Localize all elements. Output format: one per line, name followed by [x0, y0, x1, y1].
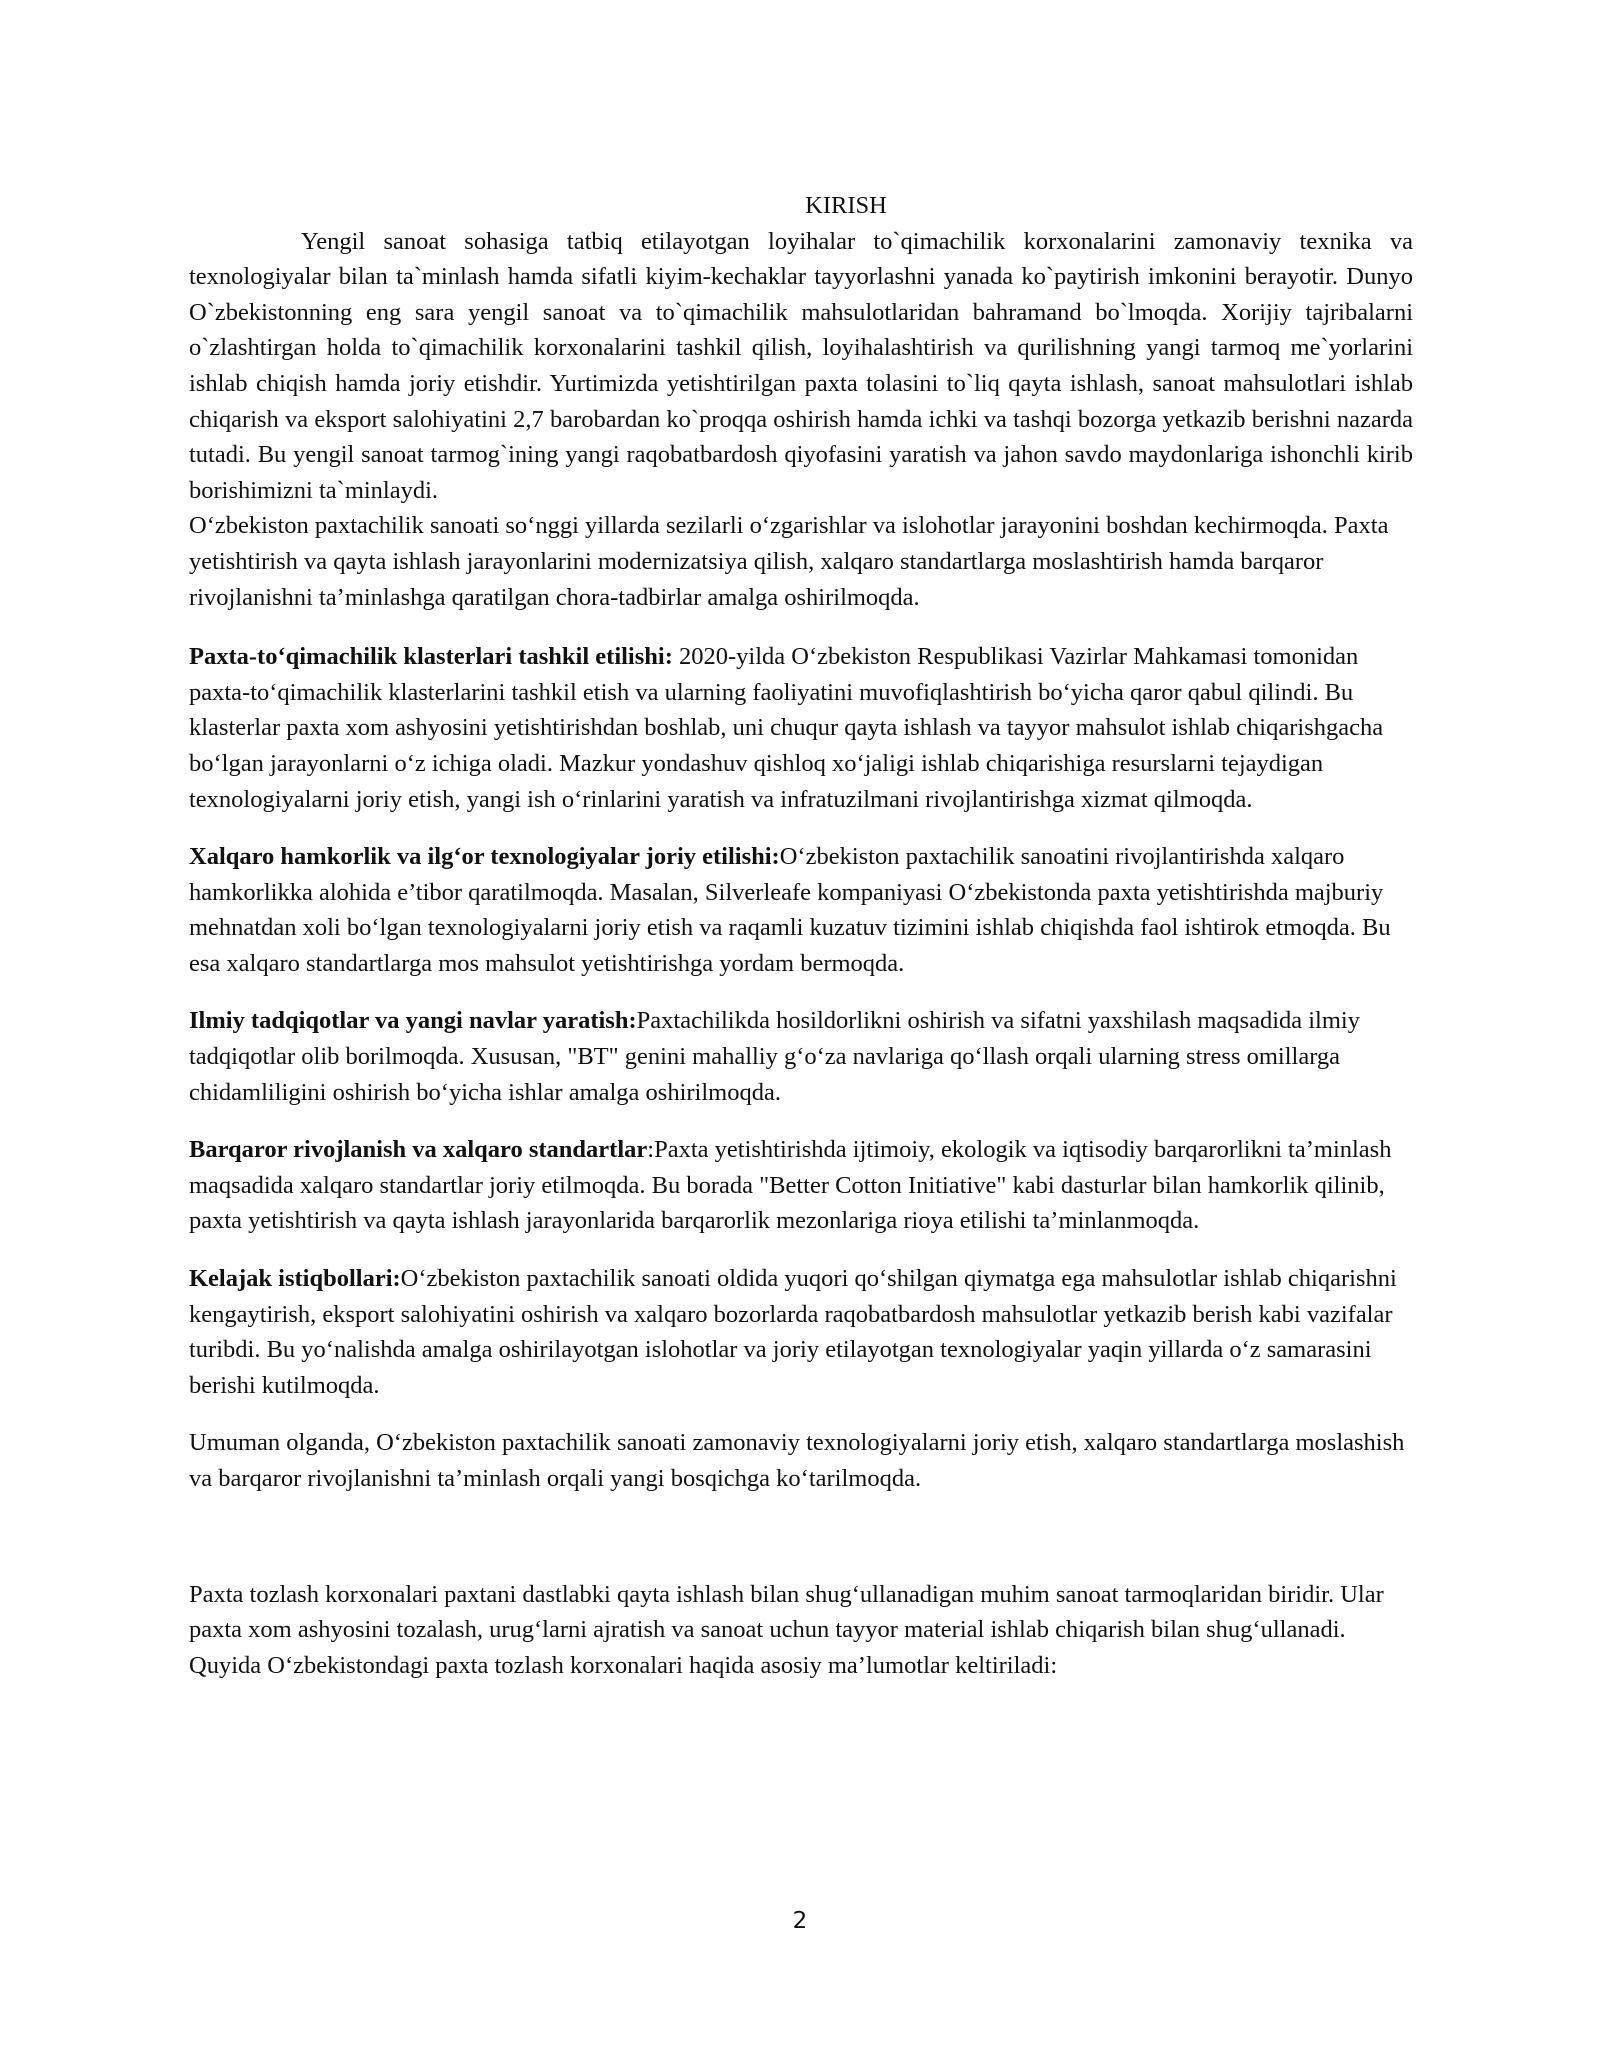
section-heading: Kelajak istiqbollari: — [189, 1265, 401, 1293]
section-text: O‘zbekiston paxtachilik sanoati oldida yuqori qo‘shilgan qiymatga ega mahsulotlar ishlab chiqarishni kengaytirish, eksport salohiyatini oshirish va xalqaro bozorlarda raqobatbardosh mahsulotlar yetkazib berish kabi vazifalar turibdi. Bu yo‘nalishda amalga oshirilayotgan islohotlar va joriy etilayotgan texnologiyalar yaqin yillarda o‘z samarasini berishi kutilmoqda. — [189, 1265, 1397, 1399]
section-research — [189, 1003, 1413, 1110]
page-title: KIRISH — [805, 192, 887, 219]
section-clusters — [189, 639, 1413, 817]
document-page — [189, 188, 1413, 1683]
page-number: 2 — [792, 1908, 808, 1934]
section-heading: Barqaror rivojlanish va xalqaro standartlar — [189, 1136, 648, 1164]
section-text: O‘zbekiston paxtachilik sanoatini rivojlantirishda xalqaro hamkorlikka alohida e’tibor qaratilmoqda. Masalan, Silverleafe kompaniyasi O‘zbekistonda paxta yetishtirishda majburiy mehnatdan xoli bo‘lgan texnologiyalarni joriy etish va raqamli kuzatuv tizimini ishlab chiqishda faol ishtirok etmoqda. Bu esa xalqaro standartlarga mos mahsulot yetishtirishga yordam bermoqda. — [189, 843, 1391, 977]
section-text: Paxtachilikda hosildorlikni oshirish va sifatni yaxshilash maqsadida ilmiy tadqiqotlar olib borilmoqda. Xususan, "BT" genini mahalliy g‘o‘za navlariga qo‘llash orqali ularning stress omillarga chidamliligini oshirish bo‘yicha ishlar amalga oshirilmoqda. — [189, 1007, 1360, 1106]
section-future-prospects — [189, 1261, 1413, 1403]
paragraph-2: O‘zbekiston paxtachilik sanoati so‘nggi yillarda sezilarli o‘zgarishlar va islohotlar jarayonini boshdan kechirmoqda. Paxta yetishtirish va qayta ishlash jarayonlarini modernizatsiya qilish, xalqaro standartlarga moslashtirish hamda barqaror rivojlanishni ta’minlashga qaratilgan chora-tadbirlar amalga oshirilmoqda. — [189, 512, 1389, 611]
section-international-cooperation — [189, 839, 1413, 981]
section-text: 2020-yilda O‘zbekiston Respublikasi Vazirlar Mahkamasi tomonidan paxta-to‘qimachilik klasterlarini tashkil etish va ularning faoliyatini muvofiqlashtirish bo‘yicha qaror qabul qilindi. Bu klasterlar paxta xom ashyosini yetishtirishdan boshlab, uni chuqur qayta ishlash va tayyor mahsulot ishlab chiqarishgacha bo‘lgan jarayonlarni o‘z ichiga oladi. Mazkur yondashuv qishloq xo‘jaligi ishlab chiqarishiga resurslarni tejaydigan texnologiyalarni joriy etish, yangi ish o‘rinlarini yaratish va infratuzilmani rivojlantirishga xizmat qilmoqda. — [189, 643, 1384, 813]
section-text: :Paxta yetishtirishda ijtimoiy, ekologik va iqtisodiy barqarorlikni ta’minlash maqsadida xalqaro standartlar joriy etilmoqda. Bu borada "Better Cotton Initiative" kabi dasturlar bilan hamkorlik qilinib, paxta yetishtirish va qayta ishlash jarayonlarida barqarorlik mezonlariga rioya etilishi ta’minlanmoqda. — [189, 1136, 1392, 1235]
final-paragraph: Paxta tozlash korxonalari paxtani dastlabki qayta ishlash bilan shug‘ullanadigan muhim sanoat tarmoqlaridan biridir. Ular paxta xom ashyosini tozalash, urug‘larni ajratish va sanoat uchun tayyor material ishlab chiqarish bilan shug‘ullanadi. Quyida O‘zbekistondagi paxta tozlash korxonalari haqida asosiy ma’lumotlar keltiriladi: — [189, 1580, 1384, 1679]
section-heading: Paxta-to‘qimachilik klasterlari tashkil etilishi: — [189, 643, 673, 671]
section-heading: Xalqaro hamkorlik va ilg‘or texnologiyalar joriy etilishi: — [189, 843, 780, 871]
section-heading: Ilmiy tadqiqotlar va yangi navlar yaratish: — [189, 1007, 637, 1035]
intro-paragraph: Yengil sanoat sohasiga tatbiq etilayotgan loyihalar to`qimachilik korxonalarini zamonaviy texnika va texnologiyalar bilan ta`minlash hamda sifatli kiyim-kechaklar tayyorlashni yanada ko`paytirish imkonini berayotir. Dunyo O`zbekistonning eng sara yengil sanoat va to`qimachilik mahsulotlaridan bahramand bo`lmoqda. Xorijiy tajribalarni o`zlashtirgan holda to`qimachilik korxonalarini tashkil qilish, loyihalashtirish va qurilishning yangi tarmoq me`yorlarini ishlab chiqish hamda joriy etishdir. Yurtimizda yetishtirilgan paxta tolasini to`liq qayta ishlash, sanoat mahsulotlari ishlab chiqarish va eksport salohiyatini 2,7 barobardan ko`proqqa oshirish hamda ichki va tashqi bozorga yetkazib berishni nazarda tutadi. Bu yengil sanoat tarmog`ining yangi raqobatbardosh qiyofasini yaratish va jahon savdo maydonlariga ishonchli kirib borishimizni ta`minlaydi. — [189, 227, 1413, 504]
section-sustainability — [189, 1132, 1413, 1239]
conclusion-paragraph: Umuman olganda, O‘zbekiston paxtachilik sanoati zamonaviy texnologiyalarni joriy etish, xalqaro standartlarga moslashish va barqaror rivojlanishni ta’minlash orqali yangi bosqichga ko‘tarilmoqda. — [189, 1429, 1405, 1492]
